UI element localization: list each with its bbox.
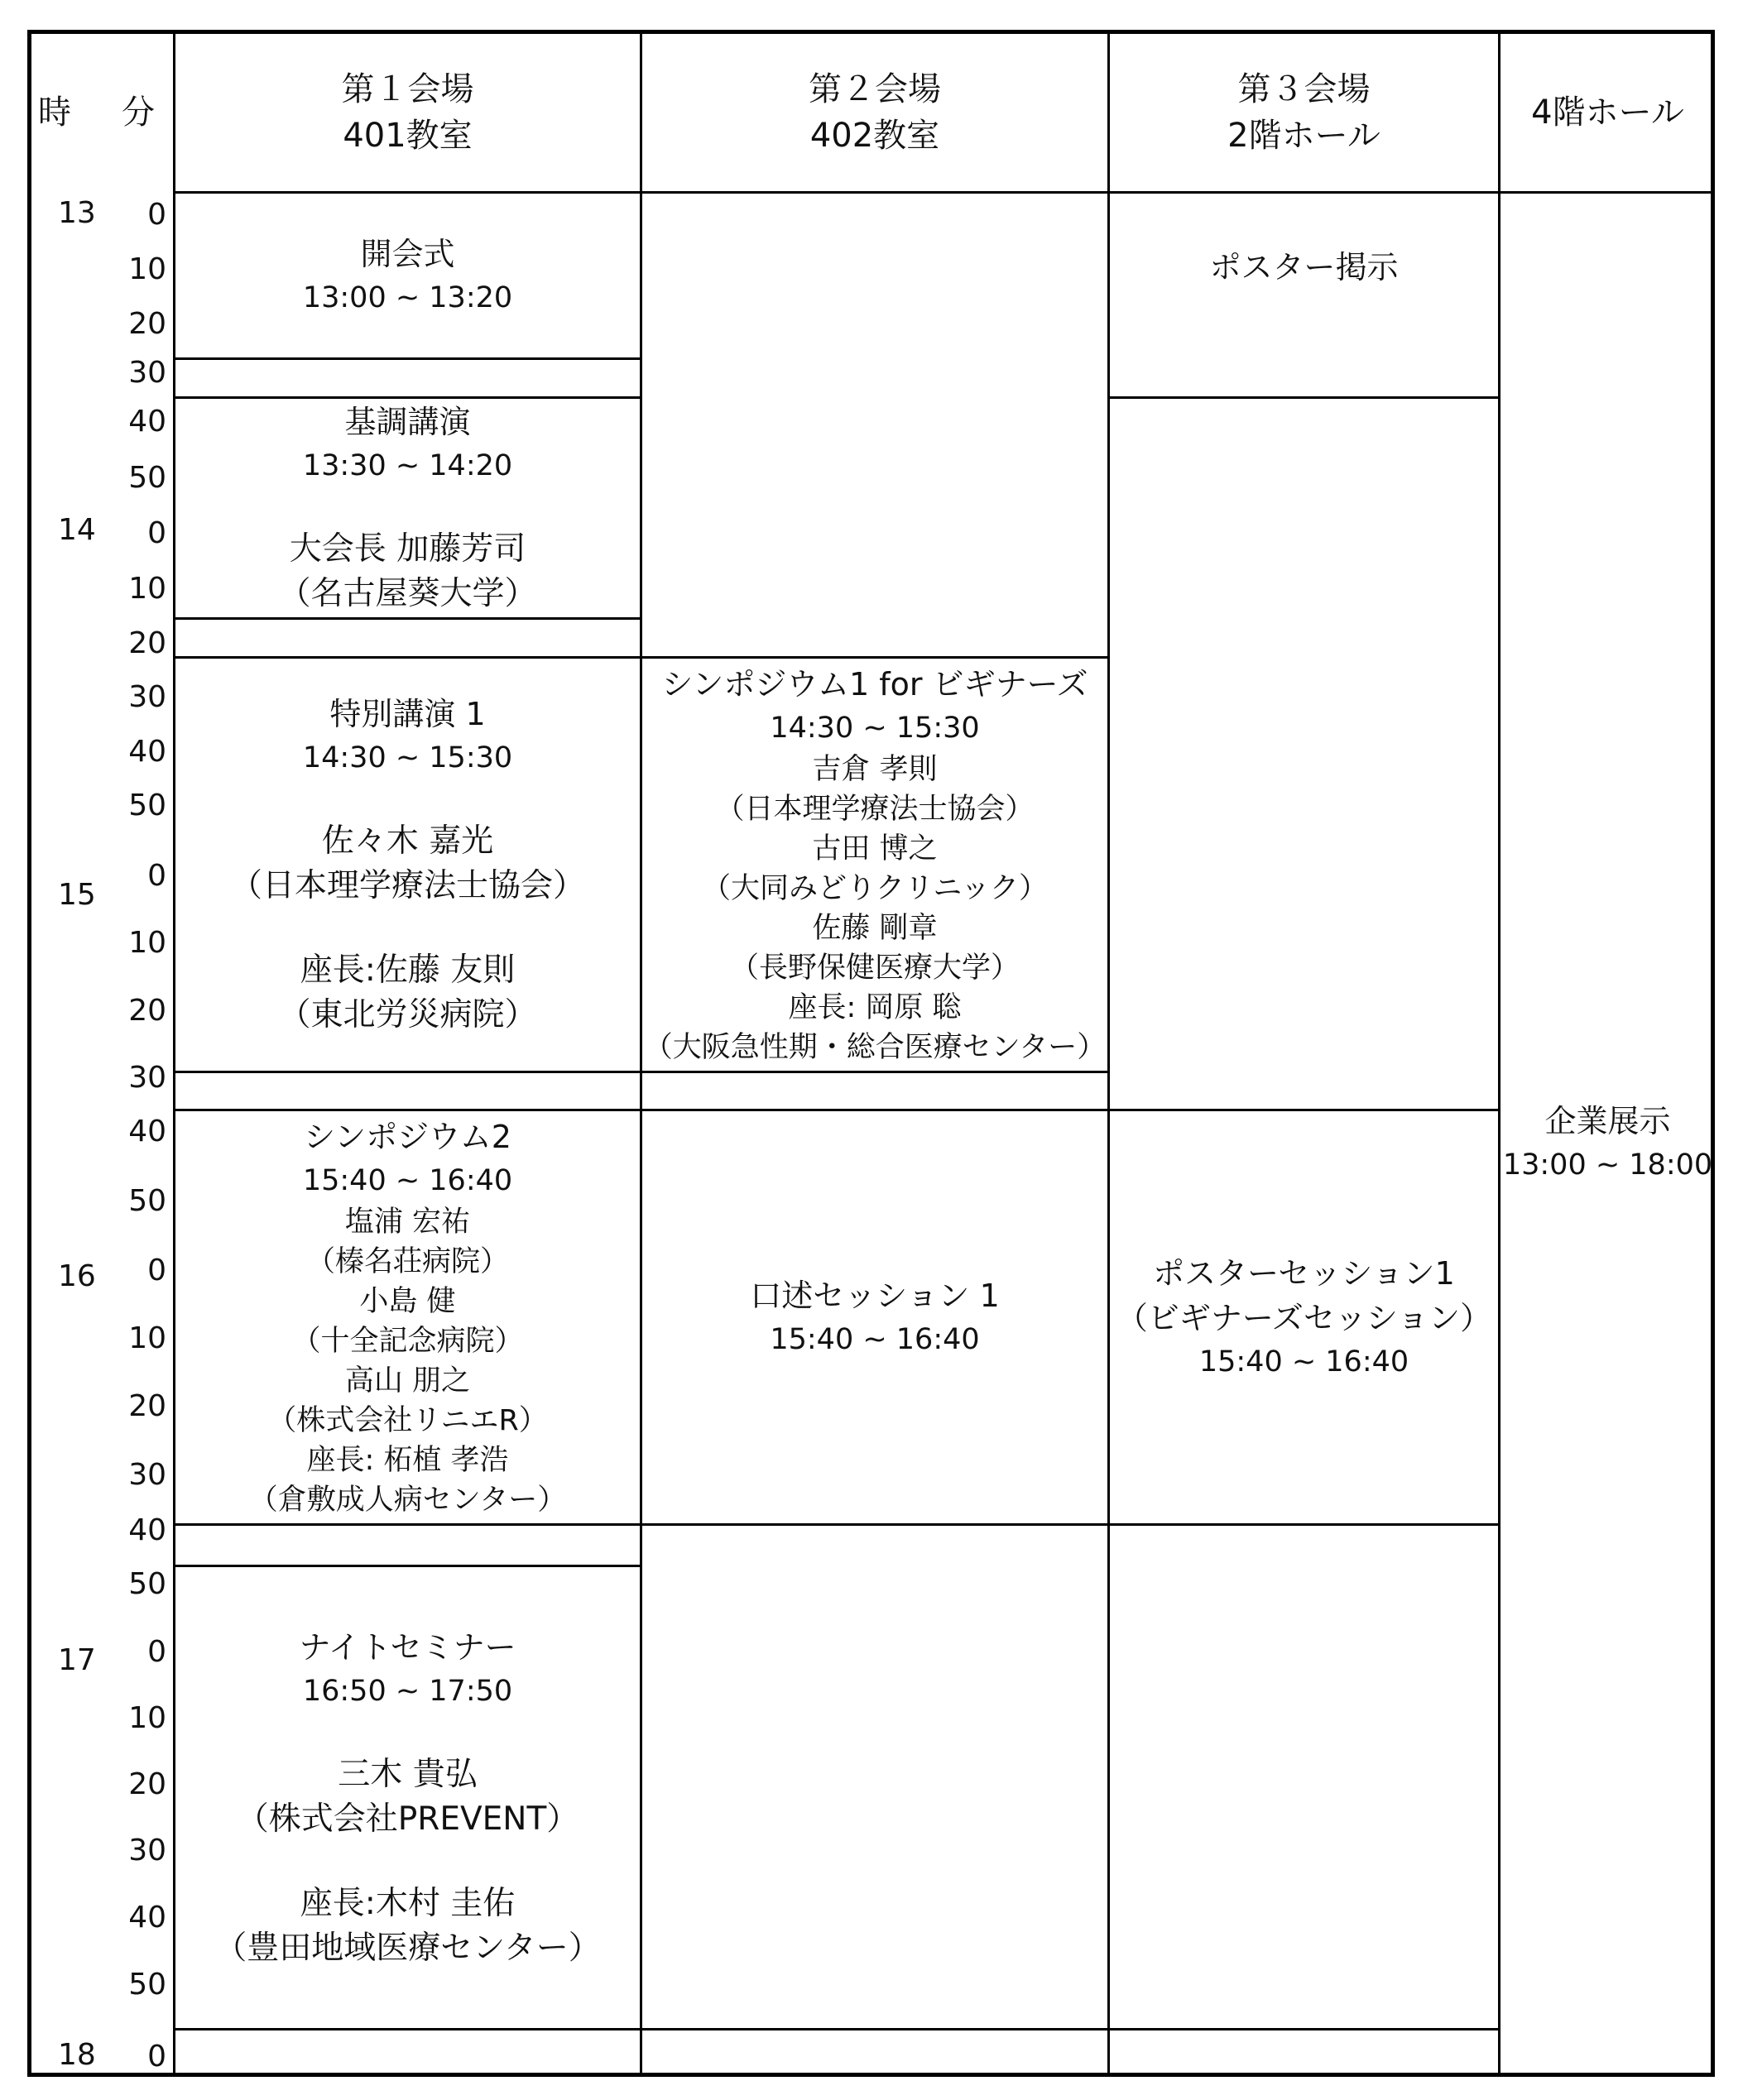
venue4-header <box>1501 34 1715 191</box>
speaker-affiliation: （日本理学療法士協会） <box>229 867 585 904</box>
minute-label: 10 <box>128 572 166 606</box>
session-title: シンポジウム1 for ビギナーズ <box>661 666 1088 702</box>
session-time: 13:00 ~ 18:00 <box>1502 1148 1713 1182</box>
minute-header-label: 分 <box>122 93 155 132</box>
minute-label: 20 <box>128 994 166 1028</box>
minute-axis <box>31 34 173 2073</box>
session-title: 口述セッション 1 <box>750 1278 1000 1314</box>
minute-label: 40 <box>128 1513 166 1547</box>
slot-divider <box>1110 2028 1498 2030</box>
speaker-line: 吉倉 孝則 <box>812 753 938 786</box>
minute-label: 40 <box>128 405 166 439</box>
minute-label: 40 <box>128 735 166 769</box>
hour-label: 15 <box>58 878 96 912</box>
session-time: 15:40 ~ 16:40 <box>302 1164 513 1197</box>
minute-label: 30 <box>128 1458 166 1492</box>
chair-line: （倉敷成人病センター） <box>248 1484 567 1517</box>
minute-label: 30 <box>128 1834 166 1867</box>
hour-header-label: 時 <box>38 93 71 132</box>
minute-label: 50 <box>128 461 166 495</box>
session-title: 特別講演 1 <box>329 696 486 732</box>
symposium-1-beginners <box>642 659 1107 1071</box>
session-title: ポスターセッション1 <box>1153 1255 1455 1292</box>
chair-line: （大阪急性期・総合医療センター） <box>643 1031 1107 1064</box>
slot-divider <box>642 2028 1107 2030</box>
hour-label: 17 <box>58 1643 96 1677</box>
speaker-line: （十全記念病院） <box>291 1325 524 1358</box>
speaker-line: （大同みどりクリニック） <box>702 872 1048 905</box>
venue1-room: 401教室 <box>343 117 473 155</box>
session-time: 14:30 ~ 15:30 <box>770 712 980 745</box>
session-time: 15:40 ~ 16:40 <box>1198 1345 1409 1378</box>
venue3-header <box>1110 34 1498 191</box>
speaker-line: 佐藤 剛章 <box>812 912 938 945</box>
opening-ceremony <box>175 194 640 357</box>
minute-label: 0 <box>147 859 166 893</box>
minute-label: 10 <box>128 1321 166 1355</box>
minute-label: 0 <box>147 516 166 550</box>
minute-label: 40 <box>128 1901 166 1935</box>
speaker-line: （長野保健医療大学） <box>729 952 1020 985</box>
minute-label: 30 <box>128 356 166 390</box>
slot-divider <box>1110 396 1498 399</box>
poster-display <box>1110 194 1498 396</box>
minute-label: 50 <box>128 789 166 822</box>
minute-label: 10 <box>128 252 166 286</box>
slot-divider <box>642 1523 1107 1526</box>
minute-label: 20 <box>128 307 166 341</box>
slot-divider <box>175 617 640 620</box>
speaker-name: 大会長 加藤芳司 <box>289 530 526 568</box>
schedule-grid <box>27 30 1715 2077</box>
venue2-name: 第２会場 <box>809 70 941 108</box>
oral-session-1 <box>642 1111 1107 1523</box>
minute-label: 30 <box>128 1061 166 1095</box>
minute-label: 0 <box>147 1635 166 1669</box>
slot-divider <box>175 1523 640 1526</box>
minute-label: 0 <box>147 198 166 232</box>
venue1-header <box>175 34 640 191</box>
minute-label: 10 <box>128 926 166 960</box>
keynote-lecture <box>175 399 640 617</box>
session-title: ポスター掲示 <box>1209 249 1399 285</box>
chair-name: 座長:佐藤 友則 <box>300 952 516 989</box>
venue2-header <box>642 34 1107 191</box>
speaker-line: （日本理学療法士協会） <box>715 793 1035 826</box>
speaker-name: 三木 貴弘 <box>338 1755 478 1793</box>
slot-divider <box>175 2028 640 2030</box>
venue4-name: 4階ホール <box>1531 93 1684 132</box>
speaker-affiliation: （株式会社PREVENT） <box>236 1800 579 1838</box>
speaker-affiliation: （名古屋葵大学） <box>278 575 537 612</box>
column-divider <box>1498 34 1501 2073</box>
chair-affiliation: （東北労災病院） <box>278 996 537 1033</box>
session-time: 13:30 ~ 14:20 <box>302 449 513 482</box>
minute-label: 0 <box>147 2040 166 2074</box>
session-title: 開会式 <box>360 236 455 272</box>
venue1-name: 第１会場 <box>341 70 474 108</box>
poster-session-1 <box>1110 1111 1498 1523</box>
chair-name: 座長:木村 圭佑 <box>300 1884 516 1922</box>
session-title: 企業展示 <box>1544 1103 1671 1139</box>
speaker-line: （株式会社リニエR） <box>267 1404 548 1437</box>
minute-label: 50 <box>128 1968 166 2002</box>
slot-divider <box>1110 1523 1498 1526</box>
special-lecture <box>175 659 640 1071</box>
chair-affiliation: （豊田地域医療センター） <box>214 1929 601 1967</box>
session-time: 14:30 ~ 15:30 <box>302 741 513 774</box>
session-time: 16:50 ~ 17:50 <box>302 1674 513 1708</box>
minute-label: 20 <box>128 626 166 660</box>
minute-label: 10 <box>128 1701 166 1735</box>
speaker-line: 塩浦 宏祐 <box>344 1206 471 1239</box>
minute-label: 0 <box>147 1254 166 1287</box>
symposium-2 <box>175 1111 640 1523</box>
venue3-name: 第３会場 <box>1237 70 1371 108</box>
speaker-line: 古田 博之 <box>812 832 938 865</box>
night-seminar <box>175 1567 640 2028</box>
venue3-room: 2階ホール <box>1227 117 1380 155</box>
session-title: 基調講演 <box>344 404 471 440</box>
hour-label: 16 <box>58 1259 96 1293</box>
chair-line: 座長: 柘植 孝浩 <box>306 1444 509 1477</box>
slot-divider <box>642 1071 1107 1073</box>
hour-label: 14 <box>58 513 96 547</box>
minute-label: 50 <box>128 1184 166 1218</box>
speaker-line: 高山 朋之 <box>344 1364 471 1398</box>
session-time: 13:00 ~ 13:20 <box>302 281 513 314</box>
session-title: ナイトセミナー <box>299 1628 516 1666</box>
slot-divider <box>175 1071 640 1073</box>
minute-label: 50 <box>128 1567 166 1601</box>
speaker-line: 小島 健 <box>359 1285 456 1318</box>
slot-divider <box>175 357 640 360</box>
minute-label: 40 <box>128 1115 166 1148</box>
venue2-room: 402教室 <box>809 117 940 155</box>
chair-line: 座長: 岡原 聡 <box>788 991 962 1024</box>
session-time: 15:40 ~ 16:40 <box>770 1323 980 1356</box>
session-subtitle: （ビギナーズセッション） <box>1116 1300 1492 1336</box>
minute-label: 30 <box>128 680 166 714</box>
hour-label: 13 <box>58 196 96 230</box>
speaker-line: （榛名荘病院） <box>305 1245 509 1278</box>
minute-label: 20 <box>128 1767 166 1801</box>
corporate-exhibit <box>1501 1093 1715 1192</box>
session-title: シンポジウム2 <box>304 1119 511 1155</box>
minute-label: 20 <box>128 1389 166 1423</box>
hour-label: 18 <box>58 2038 96 2072</box>
speaker-name: 佐々木 嘉光 <box>321 822 494 860</box>
